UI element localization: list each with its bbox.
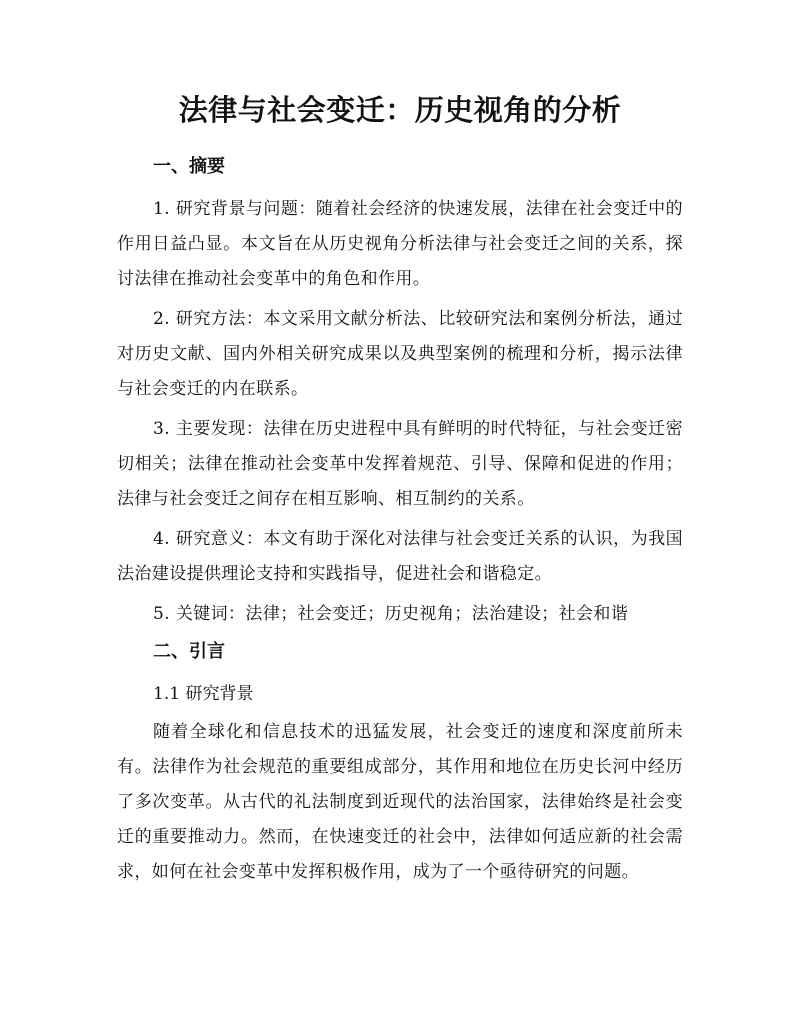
document-title: 法律与社会变迁：历史视角的分析 (178, 93, 622, 127)
abstract-paragraph-2: 2. 研究方法：本文采用文献分析法、比较研究法和案例分析法，通过对历史文献、国内外相关研究成果以及典型案例的梳理和分析，揭示法律与社会变迁的内在联系。 (117, 309, 683, 399)
introduction-paragraph-1: 随着全球化和信息技术的迅猛发展，社会变迁的速度和深度前所未有。法律作为社会规范的重要组成部分，其作用和地位在历史长河中经历了多次变革。从古代的礼法制度到近现代的法治国家，法律始终是社会变迁的重要推动力。然而，在快速变迁的社会中，法律如何适应新的社会需求，如何在社会变革中发挥积极作用，成为了一个亟待研究的问题。 (117, 722, 683, 882)
section-introduction (117, 637, 683, 890)
abstract-paragraph-3: 3. 主要发现：法律在历史进程中具有鲜明的时代特征，与社会变迁密切相关；法律在推动社会变革中发挥着规范、引导、保障和促进的作用；法律与社会变迁之间存在相互影响、相互制约的关系。 (117, 419, 683, 509)
section-abstract (117, 152, 683, 632)
abstract-paragraph-1: 1. 研究背景与问题：随着社会经济的快速发展，法律在社会变迁中的作用日益凸显。本文旨在从历史视角分析法律与社会变迁之间的关系，探讨法律在推动社会变革中的角色和作用。 (117, 199, 683, 289)
section-heading-introduction: 二、引言 (153, 641, 225, 662)
abstract-paragraph-5: 5. 关键词：法律；社会变迁；历史视角；法治建设；社会和谐 (153, 604, 629, 624)
subsection-heading-background: 1.1 研究背景 (153, 684, 254, 704)
section-heading-abstract: 一、摘要 (153, 156, 225, 177)
abstract-paragraph-4: 4. 研究意义：本文有助于深化对法律与社会变迁关系的认识，为我国法治建设提供理论支持和实践指导，促进社会和谐稳定。 (117, 529, 683, 584)
